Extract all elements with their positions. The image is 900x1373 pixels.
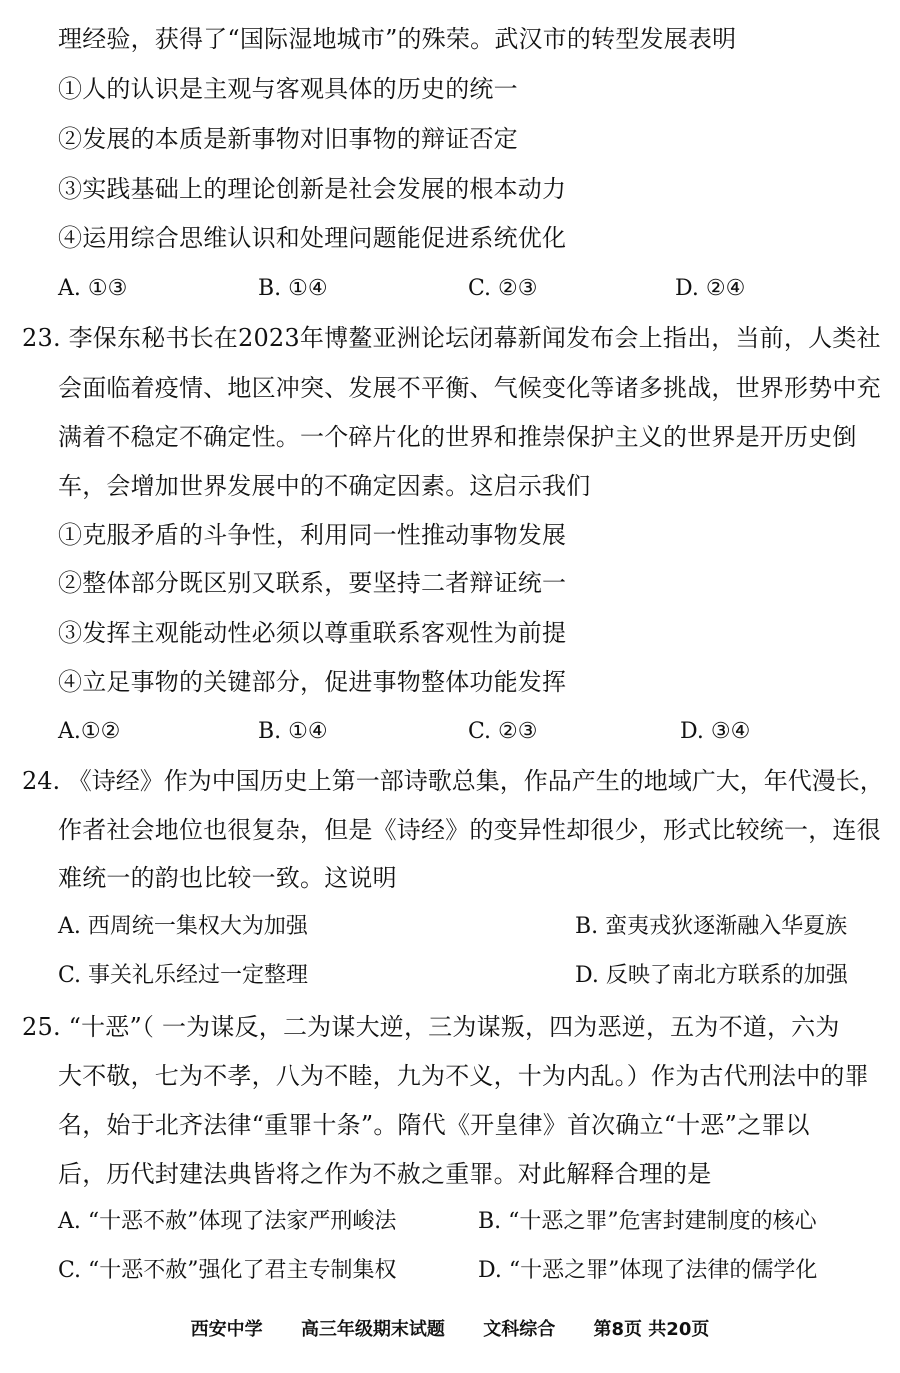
q23-option-a: A.①②	[58, 719, 121, 744]
page-footer	[0, 1318, 900, 1342]
q25-option-b: B. “十恶之罪”危害封建制度的核心	[478, 1209, 817, 1234]
q23-option-d: D. ③④	[680, 719, 751, 744]
q24-stem-line-2: 作者社会地位也很复杂，但是《诗经》的变异性却很少，形式比较统一，连很	[58, 816, 881, 844]
q23-stem-line-4: 车，会增加世界发展中的不确定因素。这启示我们	[58, 472, 591, 500]
footer-subject: 文科综合	[483, 1319, 556, 1340]
q24-option-d: D. 反映了南北方联系的加强	[575, 963, 848, 988]
q22-option-d: D. ②④	[675, 276, 746, 301]
q22-item-3: ③实践基础上的理论创新是社会发展的根本动力	[58, 175, 567, 203]
q24-option-b: B. 蛮夷戎狄逐渐融入华夏族	[575, 914, 848, 939]
q23-item-2: ②整体部分既区别又联系，要坚持二者辩证统一	[58, 569, 567, 597]
q25-stem-line-4: 后，历代封建法典皆将之作为不赦之重罪。对此解释合理的是	[58, 1160, 712, 1188]
footer-exam: 高三年级期末试题	[300, 1319, 445, 1340]
q23-stem-line-3: 满着不稳定不确定性。一个碎片化的世界和推崇保护主义的世界是开历史倒	[58, 423, 857, 451]
q23-option-b: B. ①④	[258, 719, 328, 744]
footer-page-number: 第8页 共20页	[593, 1319, 710, 1340]
q23-option-c: C. ②③	[468, 719, 538, 744]
q25-stem-line-2: 大不敬，七为不孝，八为不睦，九为不义，十为内乱。）作为古代刑法中的罪	[58, 1062, 869, 1090]
q22-option-b: B. ①④	[258, 276, 328, 301]
q25-stem-line-3: 名，始于北齐法律“重罪十条”。隋代《开皇律》首次确立“十恶”之罪以	[58, 1111, 810, 1139]
q23-stem-line-1: 23. 李保东秘书长在2023年博鳌亚洲论坛闭幕新闻发布会上指出，当前，人类社	[22, 324, 881, 352]
q22-item-4: ④运用综合思维认识和处理问题能促进系统优化	[58, 224, 567, 252]
q22-item-1: ①人的认识是主观与客观具体的历史的统一	[58, 75, 518, 103]
q22-stem-tail: 理经验，获得了“国际湿地城市”的殊荣。武汉市的转型发展表明	[58, 25, 737, 53]
q24-option-c: C. 事关礼乐经过一定整理	[58, 963, 309, 988]
q25-option-d: D. “十恶之罪”体现了法律的儒学化	[478, 1258, 818, 1283]
q24-option-a: A. 西周统一集权大为加强	[58, 914, 308, 939]
q23-item-3: ③发挥主观能动性必须以尊重联系客观性为前提	[58, 619, 567, 647]
q22-option-a: A. ①③	[58, 276, 128, 301]
q23-item-1: ①克服矛盾的斗争性，利用同一性推动事物发展	[58, 521, 567, 549]
q25-option-a: A. “十恶不赦”体现了法家严刑峻法	[58, 1209, 397, 1234]
q23-stem-line-2: 会面临着疫情、地区冲突、发展不平衡、气候变化等诸多挑战，世界形势中充	[58, 374, 881, 402]
q24-stem-line-3: 难统一的韵也比较一致。这说明	[58, 864, 397, 892]
q23-item-4: ④立足事物的关键部分，促进事物整体功能发挥	[58, 668, 567, 696]
q25-option-c: C. “十恶不赦”强化了君主专制集权	[58, 1258, 397, 1283]
q22-item-2: ②发展的本质是新事物对旧事物的辩证否定	[58, 125, 518, 153]
footer-school: 西安中学	[190, 1319, 263, 1340]
q22-option-c: C. ②③	[468, 276, 538, 301]
q25-stem-line-1: 25. “十恶”（ 一为谋反，二为谋大逆，三为谋叛，四为恶逆，五为不道，六为	[22, 1013, 840, 1041]
q24-stem-line-1: 24. 《诗经》作为中国历史上第一部诗歌总集，作品产生的地域广大，年代漫长，	[22, 767, 884, 795]
